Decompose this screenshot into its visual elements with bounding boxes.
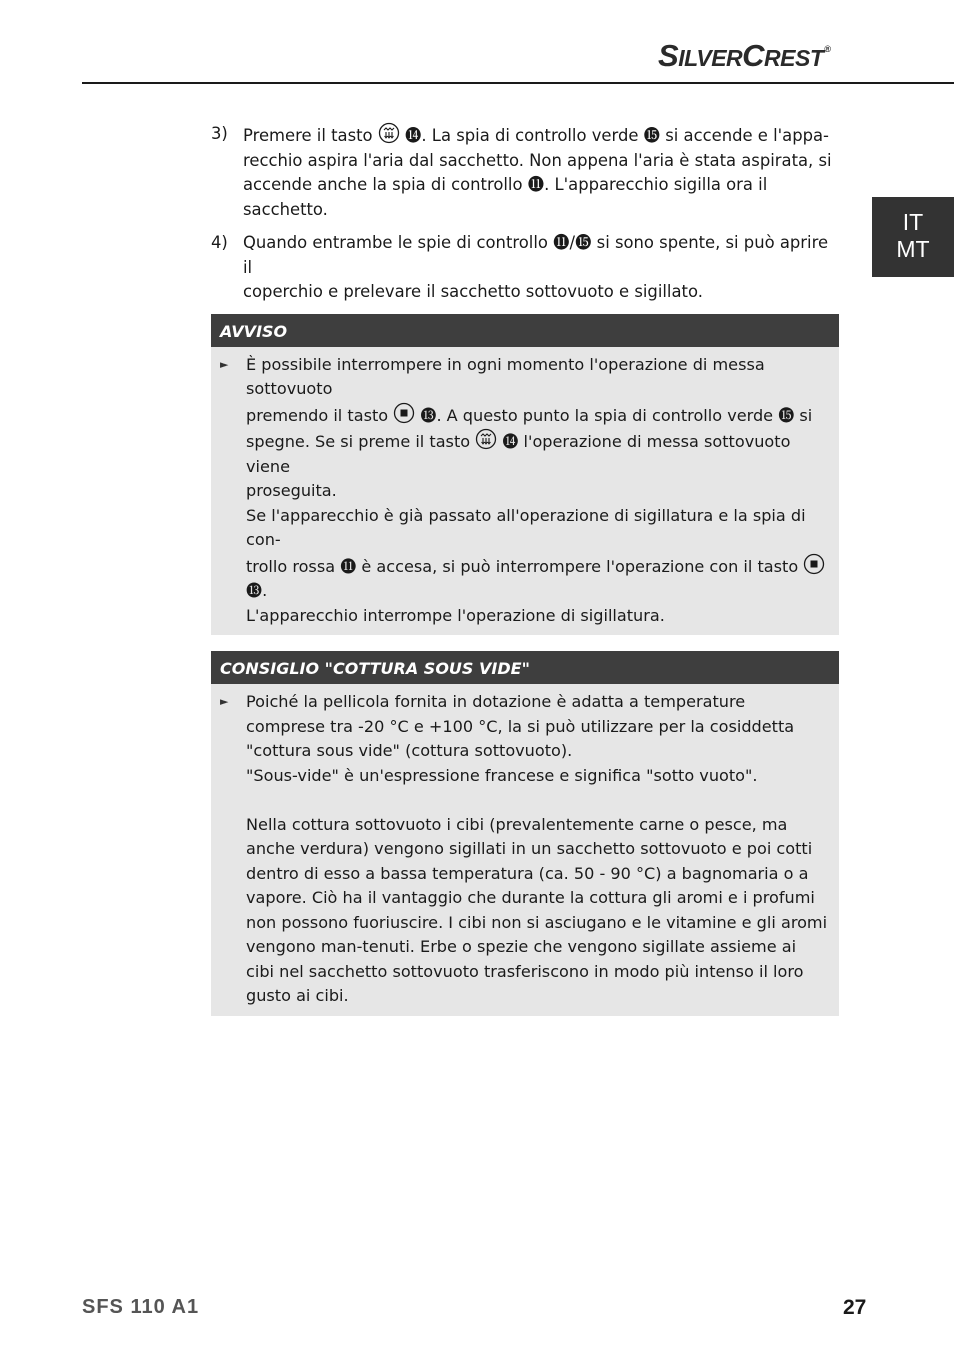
vacuum-button-icon [475,428,497,450]
avviso-box: AVVISO ► È possibile interrompere in ogni momento l'operazione di messa sottovuoto premendo il tasto ⓭. A questo punto la spia di controllo verde ⓯ si spegne. Se si preme il tasto ⓮ l'operazione di messa sottovuoto viene proseguita. Se l'apparecchio è già passato all'operazione di sigillatura e la spia di con- trollo rossa ⓫ è accesa, si può interrompere l'operazione con il tasto ⓭. L'apparecchio interrompe l'operazione di sigillatura. [211,314,839,636]
header-rule [82,82,954,84]
main-content [211,122,839,1016]
avviso-title: AVVISO [211,314,839,347]
step-4: 4) Quando entrambe le spie di controllo ⓫/⓯ si sono spente, si può aprire il coperchio e prelevare il sacchetto sottovuoto e sigillato. [211,233,829,301]
consiglio-paragraph-3: Nella cottura sottovuoto i cibi (prevalentemente carne o pesce, ma anche verdura) vengono sigillati in un sacchetto sottovuoto e poi cotti dentro di esso a bassa temperatura (ca. 50 - 90 °C) a bagnomaria o a vapore. Ciò ha il vantaggio che durante la cottura gli aromi e i profumi non possono fuoriuscire. I cibi non si asciugano e le vitamine e gli aromi vengono man-tenuti. Erbe o spezie che vengono sigillate assieme ai cibi nel sacchetto sottovuoto trasferiscono in modo più intenso il loro gusto ai cibi. [246,814,828,1005]
consiglio-paragraph-1: Poiché la pellicola fornita in dotazione è adatta a temperature comprese tra -20 °C e +100 °C, la si può utilizzare per la cosiddetta "cottura sous vide" (cottura sottovuoto). [246,692,795,760]
language-tab: IT MT [872,197,954,277]
footer-model: SFS 110 A1 [82,1296,200,1318]
stop-button-icon [803,553,825,575]
consiglio-paragraph-2: "Sous-vide" è un'espressione francese e significa "sotto vuoto". [246,765,758,785]
triangle-bullet-icon: ► [220,695,229,708]
step-3: 3) Premere il tasto ⓮. La spia di controllo verde ⓯ si accende e l'appa- recchio aspira l'aria dal sacchetto. Non appena l'aria è stata aspirata, si accende anche la spia di controllo ⓫. L'apparecchio sigilla ora il sacchetto. [211,124,832,219]
stop-button-icon [393,402,415,424]
triangle-bullet-icon: ► [220,357,229,371]
vacuum-button-icon [378,122,400,144]
page-number: 27 [843,1296,867,1319]
brand-logo: SILVERCREST® [658,38,831,73]
consiglio-box [211,651,839,1016]
consiglio-title: CONSIGLIO "COTTURA SOUS VIDE" [211,651,839,684]
